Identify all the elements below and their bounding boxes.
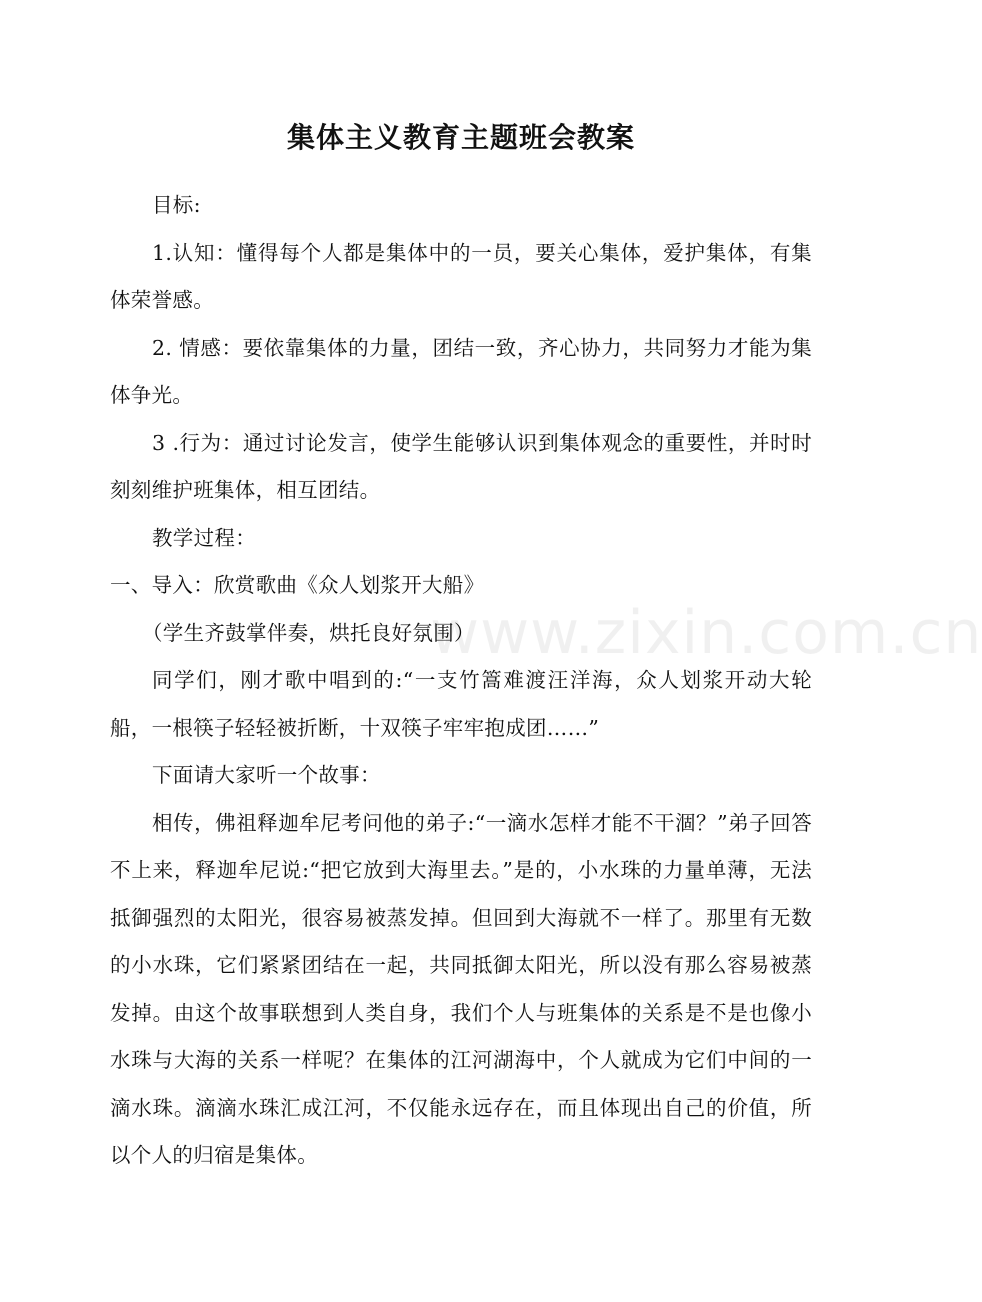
document-body: [110, 182, 812, 1180]
story-intro-paragraph: 下面请大家听一个故事：: [152, 763, 381, 787]
goal-cognition: 1.认知：懂得每个人都是集体中的一员，要关心集体，爱护集体，有集体荣誉感。: [110, 240, 812, 312]
section-intro-heading: 一、导入：欣赏歌曲《众人划浆开大船》: [110, 573, 485, 597]
goals-heading: 目标:: [152, 193, 201, 217]
watermark: www.zixin.com.cn: [430, 598, 982, 668]
goal-behavior: 3 .行为：通过讨论发言，使学生能够认识到集体观念的重要性，并时时刻刻维护班集体，相互团结。: [110, 430, 812, 502]
goal-emotion: 2. 情感：要依靠集体的力量，团结一致，齐心协力，共同努力才能为集体争光。: [110, 335, 812, 407]
song-quote-paragraph: 同学们，刚才歌中唱到的:“一支竹篙难渡汪洋海，众人划浆开动大轮船，一根筷子轻轻被折断，十双筷子牢牢抱成团……”: [110, 668, 812, 740]
story-paragraph: 相传，佛祖释迦牟尼考问他的弟子:“一滴水怎样才能不干涸？”弟子回答不上来，释迦牟尼说:“把它放到大海里去。”是的，小水珠的力量单薄，无法抵御强烈的太阳光，很容易被蒸发掉。但回到大海就不一样了。那里有无数的小水珠，它们紧紧团结在一起，共同抵御太阳光，所以没有那么容易被蒸发掉。由这个故事联想到人类自身，我们个人与班集体的关系是不是也像小水珠与大海的关系一样呢？在集体的江河湖海中，个人就成为它们中间的一滴水珠。滴滴水珠汇成江河，不仅能永远存在，而且体现出自己的价值，所以个人的归宿是集体。: [110, 810, 812, 1167]
process-heading: 教学过程：: [152, 525, 256, 550]
document-title: 集体主义教育主题班会教案: [286, 121, 635, 154]
stage-direction: （学生齐鼓掌伴奏，烘托良好氛围）: [142, 620, 475, 645]
